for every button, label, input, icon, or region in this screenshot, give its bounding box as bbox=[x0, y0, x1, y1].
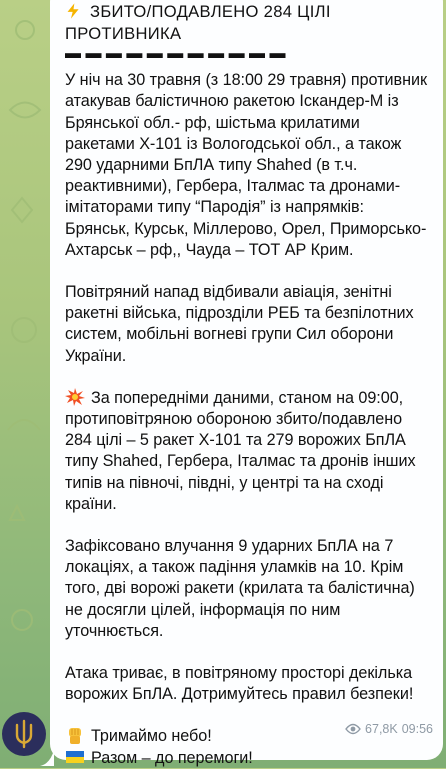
post-text bbox=[65, 1, 429, 769]
trident-icon bbox=[12, 719, 36, 749]
raised-fist-emoji-icon bbox=[65, 726, 85, 744]
post-paragraph-7: Разом – до перемоги! bbox=[65, 748, 429, 769]
post-meta bbox=[345, 722, 433, 736]
views-count: 67,8K bbox=[365, 722, 398, 736]
explosion-emoji-icon bbox=[65, 388, 85, 406]
post-paragraph-1: У ніч на 30 травня (з 18:00 29 травня) противник атакував балістичною ракетою Іскандер-М із Брянської обл.- рф, шістьма крилатими ракетами Х-101 із Вологодської обл., а також 290 ударними БпЛА типу Shahed (в т.ч. реактивними), Гербера, Італмас та дронами-імітаторами типу “Пародія” із напрямків: Брянськ, Курськ, Міллерово, Орел, Приморсько-Ахтарськ – рф,, Чауда – ТОТ АР Крим. bbox=[65, 71, 427, 259]
lightning-emoji-icon bbox=[65, 2, 82, 20]
post-separator: ▬ ▬ ▬ ▬ ▬ ▬ ▬ ▬ ▬ ▬ ▬ bbox=[65, 45, 286, 62]
post-paragraph-3: За попередніми даними, станом на 09:00, протиповітряною обороною збито/подавлено 284 цілі – 5 ракет Х-101 та 279 ворожих БпЛА типу Shahed, Гербера, Італмас та дронів інших типів на півночі, півдні, у центрі та на сході країни. bbox=[65, 388, 416, 513]
ukraine-flag-emoji-icon bbox=[65, 748, 85, 766]
post-title: ЗБИТО/ПОДАВЛЕНО 284 ЦІЛІ ПРОТИВНИКА bbox=[65, 2, 331, 43]
channel-post-bubble bbox=[50, 0, 443, 767]
post-time: 09:56 bbox=[401, 722, 433, 736]
post-paragraph-4: Зафіксовано влучання 9 ударних БпЛА на 7 локаціях, а також падіння уламків на 10. Крім того, дві ворожі ракети (крилата та балістична) не досягли цілей, інформація по ним уточнюється. bbox=[65, 537, 415, 640]
post-paragraph-6: Тримаймо небо! bbox=[65, 726, 429, 747]
eye-icon bbox=[345, 723, 361, 735]
post-paragraph-2: Повітряний напад відбивали авіація, зенітні ракетні війська, підрозділи РЕБ та безпілотних систем, мобільні вогневі групи Сил оборони України. bbox=[65, 283, 414, 365]
post-paragraph-5: Атака триває, в повітряному просторі декілька ворожих БпЛА. Дотримуйтесь правил безпеки! bbox=[65, 664, 414, 704]
